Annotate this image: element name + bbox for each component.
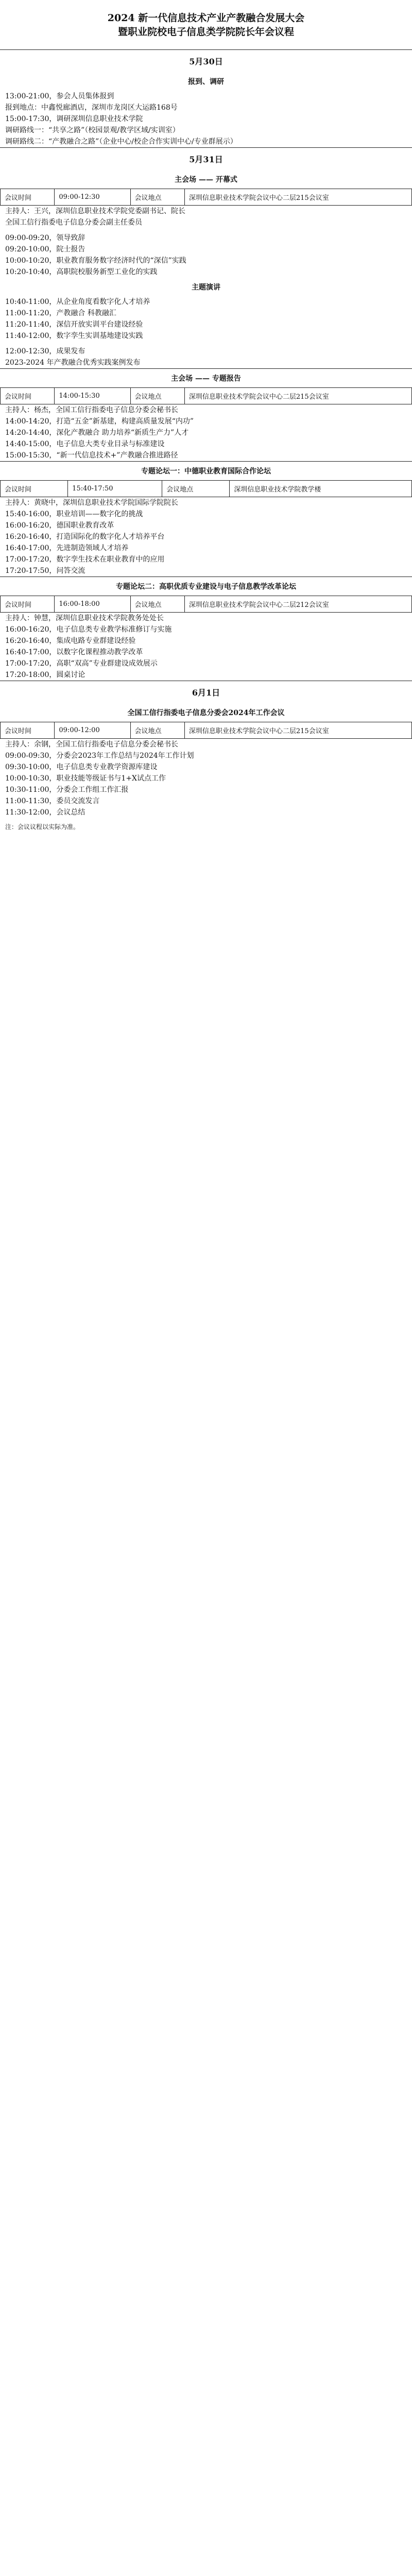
parallel-section-2 [0,577,412,681]
parallel-item: 16:00-16:20，电子信息类专业教学标准修订与实施 [5,625,172,634]
parallel-item: 17:20-18:00，圆桌讨论 [5,671,85,679]
parallel-item: 17:20-17:50，问答交流 [5,567,85,575]
parallel-item: 16:40-17:00，以数字化课程推动教学改革 [5,648,143,656]
opening-line: 主持人：王兴，深圳信息职业技术学院党委副书记、院长 [5,207,185,215]
report-item: 14:00-14:20，打造“五金”新基建，构建高质量发展“内功” [5,417,194,426]
header [0,0,412,49]
page-title: 2024 新一代信息技术产业产教融合发展大会 [107,12,305,24]
talk-item: 09:20-10:00，院士报告 [5,245,85,253]
day3-item: 09:00-09:30，分委会2023年工作总结与2024年工作计划 [5,752,194,760]
afternoon-label: 主会场 —— 专题报告 [171,375,241,383]
launch-item: 12:00-12:30，成果发布 [5,347,85,355]
meeting-place-label: 会议地点 [130,388,184,404]
parallel-meta [0,480,412,497]
report-item: 15:00-15:30，“新一代信息技术+”产教融合推进路径 [5,451,178,460]
day2-meta [0,189,412,206]
parallel-item: 16:20-16:40，打造国际化的数字化人才培养平台 [5,533,165,541]
afternoon-meta [0,387,412,404]
footnote: 注：会议议程以实际为准。 [5,823,80,831]
parallel-section-1 [0,461,412,577]
page-subtitle: 暨职业院校电子信息类学院院长年会议程 [117,26,294,38]
day3-label: 全国工信行指委电子信息分委会2024年工作会议 [127,709,285,717]
topic-title: 主题演讲 [192,283,220,292]
day3-item: 10:30-11:00，分委会工作组工作汇报 [5,786,129,794]
topic-item: 10:40-11:00，从企业角度看数字化人才培养 [5,298,150,306]
parallel-item: 16:20-16:40，集成电路专业群建设经验 [5,637,136,645]
day1-item: 13:00-21:00，参会人员集体报到 [5,92,114,100]
meeting-place-label: 会议地点 [130,722,184,739]
afternoon-section [0,368,412,461]
day1-date: 5月30日 [189,57,223,66]
talk-item: 10:00-10:20，职业教育服务数字经济时代的“深信”实践 [5,257,186,265]
report-item: 14:20-14:40，深化产教融合 助力培养“新质生产力”人才 [5,429,189,437]
day2-date: 5月31日 [189,155,223,164]
day2-section [0,147,412,368]
meeting-time-value: 09:00-12:00 [55,722,130,739]
parallel-label: 专题论坛二：高职优质专业建设与电子信息教学改革论坛 [116,583,296,591]
day1-item: 报到地点：中鑫悦廊酒店，深圳市龙岗区大运路168号 [5,104,178,112]
day3-item: 09:30-10:00，电子信息类专业教学资源库建设 [5,763,158,771]
day1-item: 15:00-17:30，调研深圳信息职业技术学院 [5,115,143,123]
parallel-host: 主持人：黄晓中，深圳信息职业技术学院国际学院院长 [5,499,178,507]
parallel-item: 16:00-16:20，德国职业教育改革 [5,521,114,530]
afternoon-host: 主持人：杨杰，全国工信行指委电子信息分委会秘书长 [5,406,178,414]
meeting-time-value: 14:00-15:30 [55,388,130,404]
day3-host: 主持人：余钢，全国工信行指委电子信息分委会秘书长 [5,740,178,749]
day3-date: 6月1日 [192,688,220,698]
meeting-place-value: 深圳信息职业技术学院会议中心二层215会议室 [184,722,411,739]
day1-section [0,49,412,147]
topic-item: 11:20-11:40，深信开放实训平台建设经验 [5,320,143,329]
parallel-meta [0,596,412,613]
meeting-place-value: 深圳信息职业技术学院会议中心二层215会议室 [184,388,411,404]
parallel-item: 17:00-17:20，高职“双高”专业群建设成效展示 [5,659,158,668]
meeting-time-value: 15:40-17:50 [68,481,162,497]
meeting-place-value: 深圳信息职业技术学院教学楼 [230,481,412,497]
meeting-place-label: 会议地点 [162,481,230,497]
day3-item: 11:30-12:00，会议总结 [5,808,85,817]
meeting-time-value: 09:00-12:30 [55,189,130,206]
meeting-place-label: 会议地点 [130,596,184,613]
meeting-place-label: 会议地点 [130,189,184,206]
meeting-time-label: 会议时间 [1,189,55,206]
topic-item: 11:40-12:00，数字孪生实训基地建设实践 [5,332,143,340]
day3-section [0,681,412,818]
report-item: 14:40-15:00，电子信息大类专业目录与标准建设 [5,440,165,448]
day1-label: 报到、调研 [188,78,224,86]
day3-meta [0,722,412,739]
meeting-time-label: 会议时间 [1,481,68,497]
parallel-label: 专题论坛一：中德职业教育国际合作论坛 [141,467,271,476]
launch-item: 2023-2024 年产教融合优秀实践案例发布 [5,359,141,367]
parallel-item: 15:40-16:00，职业培训——数字化的挑战 [5,510,143,518]
meeting-time-value: 16:00-18:00 [55,596,130,613]
talk-item: 09:00-09:20，领导致辞 [5,234,85,242]
topic-item: 11:00-11:20，产教融合 科教融汇 [5,309,116,317]
day2-label: 主会场 —— 开幕式 [175,176,237,184]
parallel-host: 主持人：钟慧，深圳信息职业技术学院教务处处长 [5,614,164,622]
parallel-item: 17:00-17:20，数字孪生技术在职业教育中的应用 [5,555,165,564]
meeting-time-label: 会议时间 [1,722,55,739]
talk-item: 10:20-10:40，高职院校服务新型工业化的实践 [5,268,158,276]
day1-item: 调研路线一：“共享之路”（校园景观/教学区域/实训室） [5,126,180,134]
meeting-time-label: 会议时间 [1,596,55,613]
day3-item: 10:00-10:30，职业技能等级证书与1+X试点工作 [5,774,166,783]
meeting-place-value: 深圳信息职业技术学院会议中心二层212会议室 [184,596,411,613]
parallel-item: 16:40-17:00，先进制造领域人才培养 [5,544,129,552]
day3-item: 11:00-11:30，委员交流发言 [5,797,100,805]
meeting-place-value: 深圳信息职业技术学院会议中心二层215会议室 [184,189,411,206]
day1-item: 调研路线二：“产教融合之路”（企业中心/校企合作实训中心/专业群展示） [5,138,237,146]
meeting-time-label: 会议时间 [1,388,55,404]
opening-line: 全国工信行指委电子信息分委会副主任委员 [5,218,142,227]
